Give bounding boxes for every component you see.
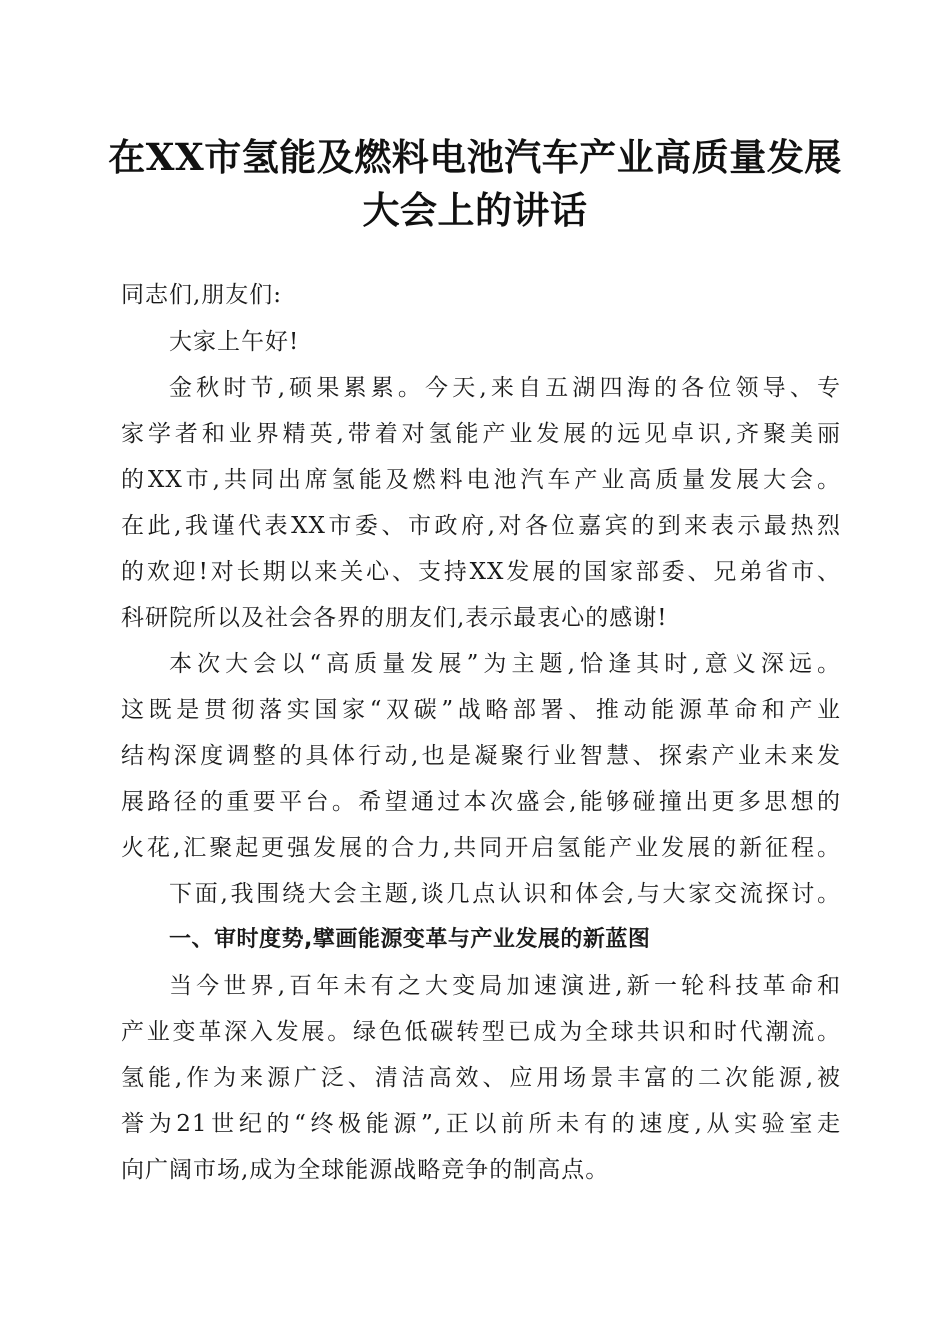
paragraph-4-line: 向广阔市场,成为全球能源战略竞争的制高点。 [121,1157,610,1183]
paragraph-3: 下面,我围绕大会主题,谈几点认识和体会,与大家交流探讨。 [169,881,841,907]
paragraph-1-line: 金秋时节,硕果累累。今天,来自五湖四海的各位领导、专 [169,375,841,401]
paragraph-4-line: 誉为21世纪的“终极能源”,正以前所未有的速度,从实验室走 [121,1111,841,1137]
paragraph-1-line: 科研院所以及社会各界的朋友们,表示最衷心的感谢! [121,605,668,631]
paragraph-1-line: 的欢迎!对长期以来关心、支持XX发展的国家部委、兄弟省市、 [121,559,841,585]
paragraph-1-line: 的XX市,共同出席氢能及燃料电池汽车产业高质量发展大会。 [121,467,841,493]
greeting: 大家上午好! [169,329,300,355]
paragraph-2-line: 这既是贯彻落实国家“双碳”战略部署、推动能源革命和产业 [121,697,841,723]
salutation: 同志们,朋友们: [121,282,283,308]
paragraph-2-line: 结构深度调整的具体行动,也是凝聚行业智慧、探索产业未来发 [121,743,841,769]
paragraph-2-line: 本次大会以“高质量发展”为主题,恰逢其时,意义深远。 [169,651,841,677]
document-title-line-2: 大会上的讲话 [362,188,588,232]
section-1-heading: 一、审时度势,擘画能源变革与产业发展的新蓝图 [169,927,651,952]
paragraph-2-line: 展路径的重要平台。希望通过本次盛会,能够碰撞出更多思想的 [121,789,841,815]
paragraph-2-line: 火花,汇聚起更强发展的合力,共同开启氢能产业发展的新征程。 [121,835,841,861]
paragraph-4-line: 当今世界,百年未有之大变局加速演进,新一轮科技革命和 [169,973,841,999]
paragraph-1-line: 家学者和业界精英,带着对氢能产业发展的远见卓识,齐聚美丽 [121,421,841,447]
paragraph-1-line: 在此,我谨代表XX市委、市政府,对各位嘉宾的到来表示最热烈 [121,513,841,539]
paragraph-4-line: 产业变革深入发展。绿色低碳转型已成为全球共识和时代潮流。 [121,1019,841,1045]
document-title-line-1: 在XX市氢能及燃料电池汽车产业高质量发展 [108,135,842,179]
paragraph-4-line: 氢能,作为来源广泛、清洁高效、应用场景丰富的二次能源,被 [121,1065,841,1091]
